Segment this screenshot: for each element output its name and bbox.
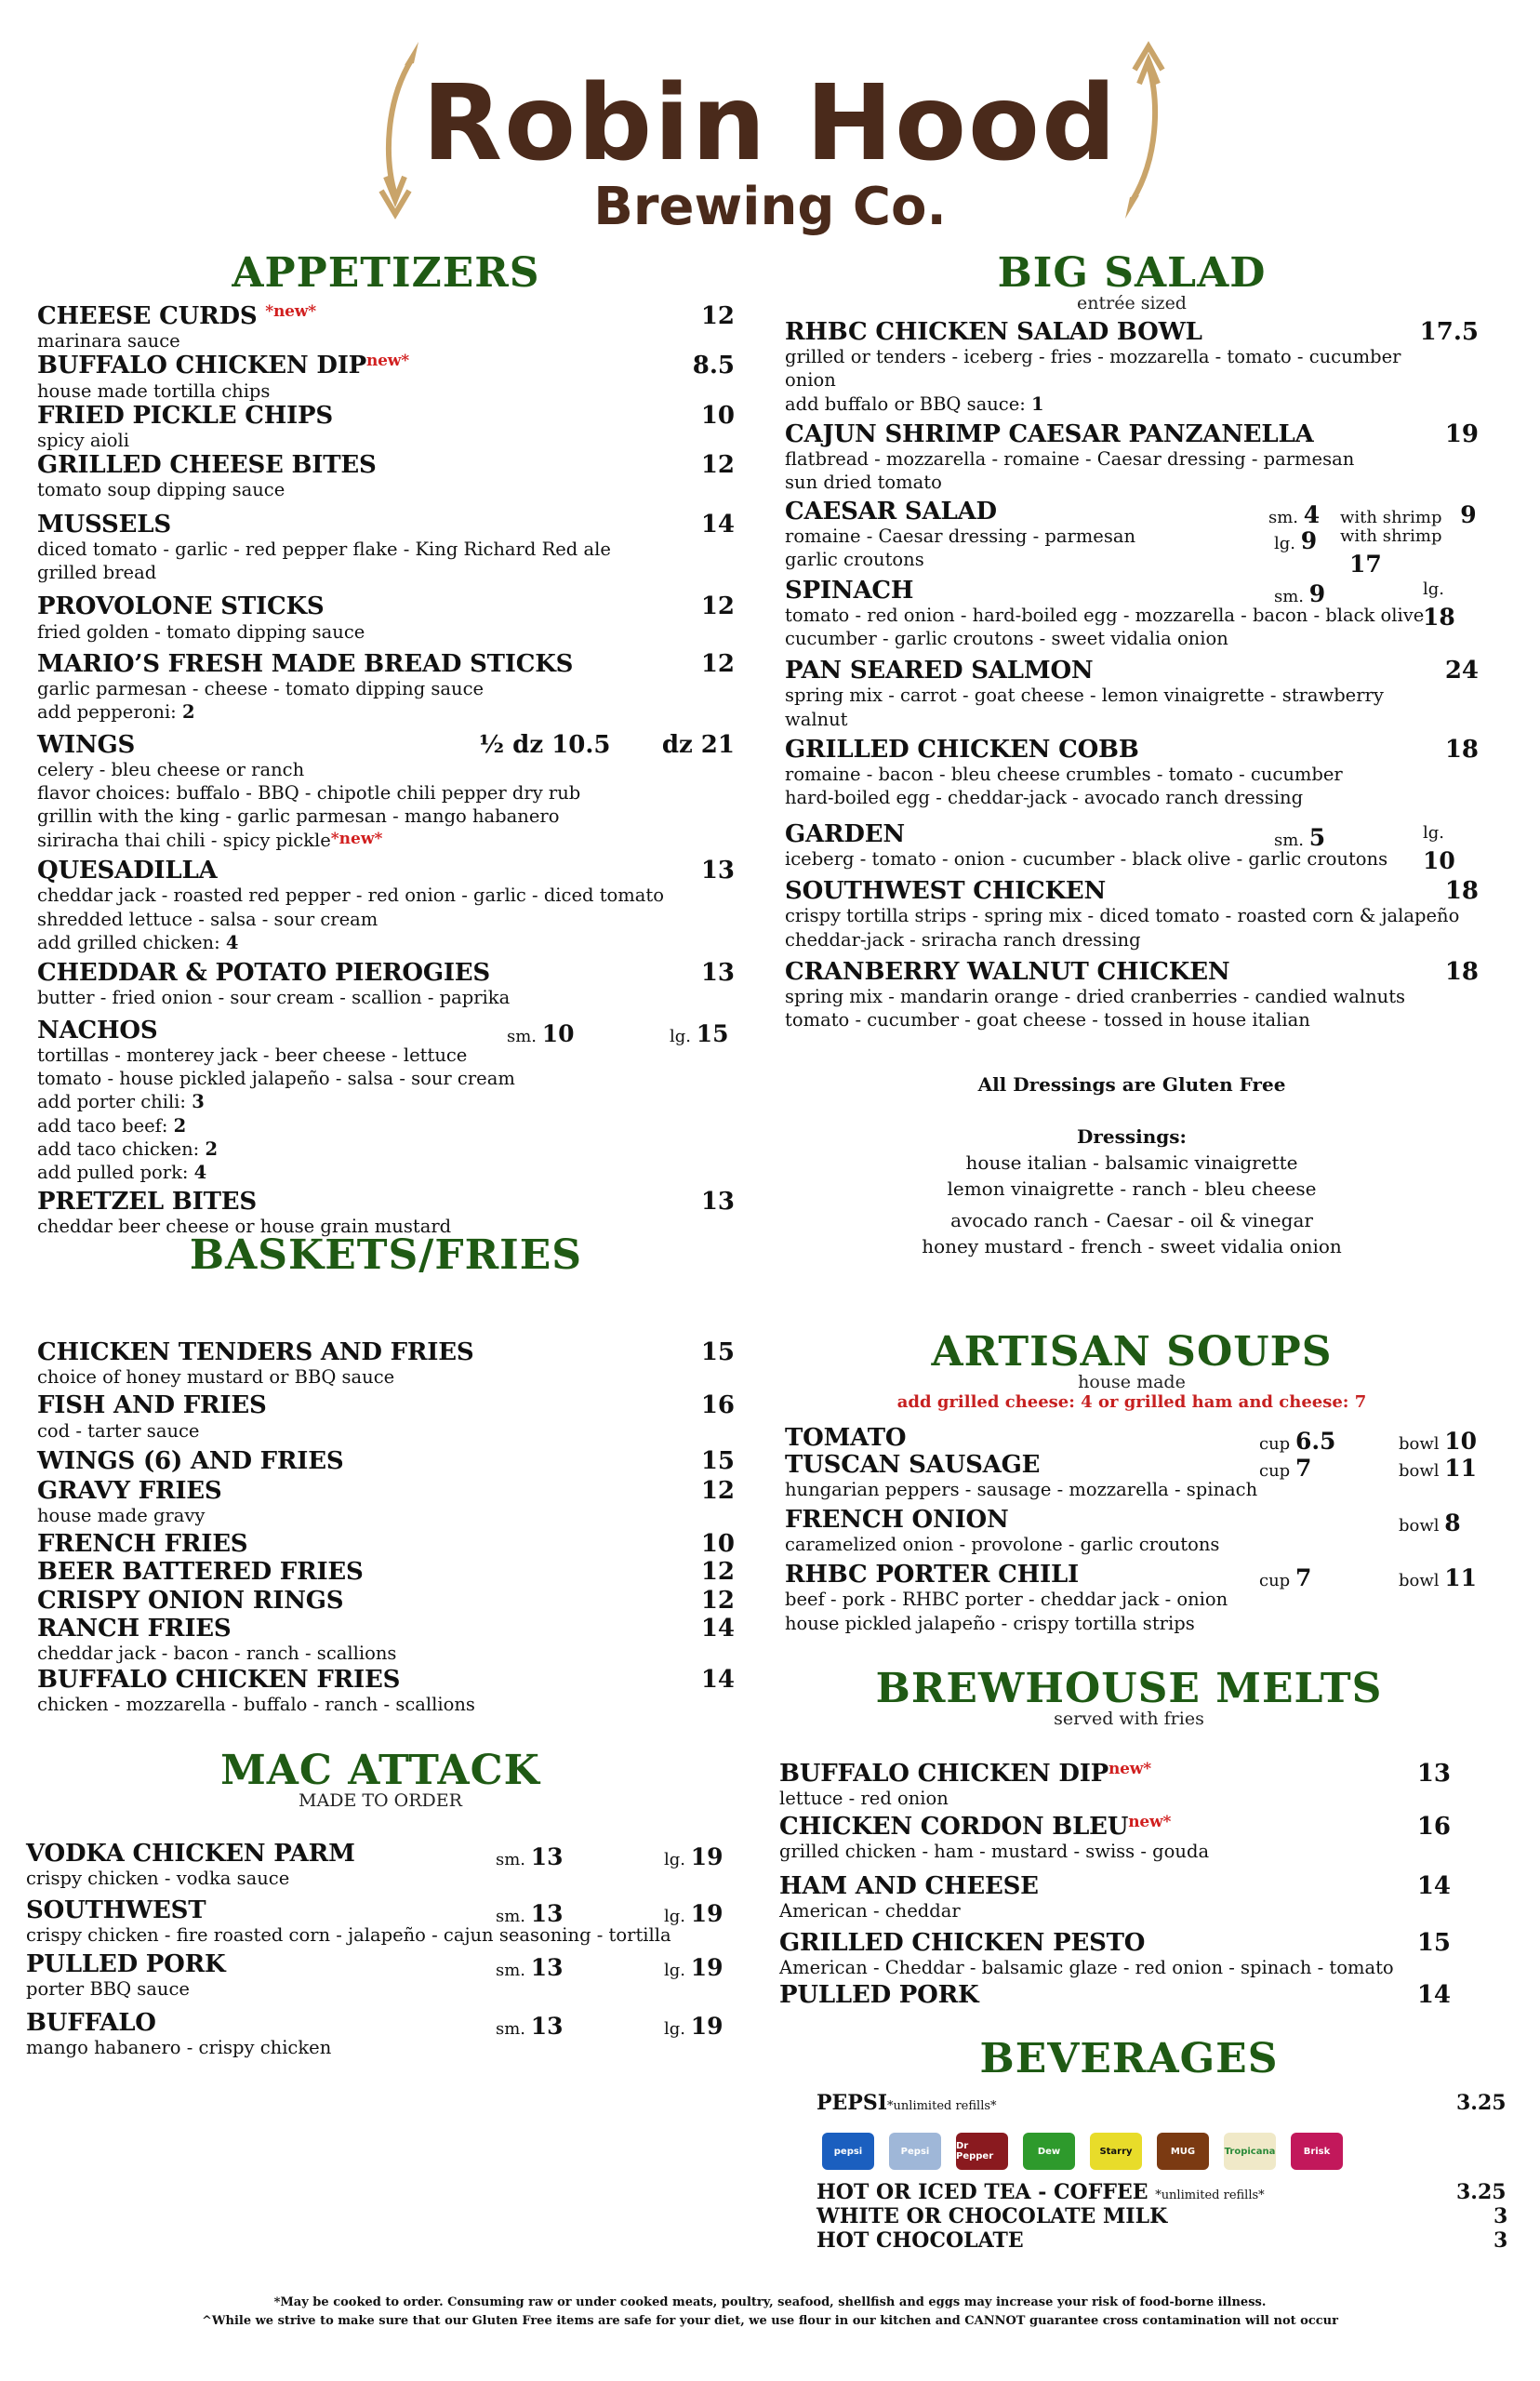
item-desc: tomato - cucumber - goat cheese - tossed in house italian — [785, 1009, 1310, 1031]
item-name: RHBC PORTER CHILI — [785, 1561, 1080, 1590]
salad-section — [785, 249, 1479, 1259]
size-price: 15 — [696, 1019, 729, 1047]
appetizers-title: APPETIZERS — [232, 249, 540, 297]
item-name: TUSCAN SAUSAGE — [785, 1450, 1041, 1479]
dressing-line: avocado ranch - Caesar - oil & vinegar — [950, 1208, 1313, 1231]
shrimp-label: with shrimp — [1340, 507, 1442, 527]
item-name: BUFFALO CHICKEN DIP — [37, 352, 367, 380]
bev-note: *unlimited refills* — [887, 2099, 997, 2113]
size-price: 18 — [1423, 603, 1455, 631]
item-desc: house made tortilla chips — [37, 379, 271, 402]
menu-item — [37, 512, 735, 585]
size-label: sm. — [496, 1849, 526, 1869]
menu-item — [779, 1930, 1479, 1979]
item-price: 8.5 — [692, 352, 735, 380]
item-price: 17.5 — [1419, 317, 1479, 346]
item-name: BEER BATTERED FRIES — [37, 1558, 364, 1587]
item-desc: chicken - mozzarella - buffalo - ranch - scallions — [37, 1694, 475, 1716]
item-desc: marinara sauce — [37, 330, 180, 352]
size-price: 19 — [690, 1953, 724, 1981]
item-name: CHICKEN TENDERS AND FRIES — [37, 1338, 474, 1366]
item-name: GARDEN — [785, 819, 905, 848]
new-badge: new* — [1128, 1813, 1172, 1832]
size-label: sm. — [507, 1026, 538, 1046]
new-badge: *new* — [265, 302, 316, 321]
menu-item — [785, 1424, 1479, 1456]
size-label: sm. — [496, 2019, 526, 2040]
item-desc: porter BBQ sauce — [26, 1977, 190, 2000]
menu-item — [785, 578, 1479, 651]
size-price: 13 — [530, 1842, 564, 1870]
menu-item — [779, 1873, 1479, 1922]
item-price: 15 — [700, 1338, 735, 1366]
item-name: NACHOS — [37, 1016, 158, 1044]
item-desc: American - cheddar — [779, 1899, 961, 1922]
item-price: 15 — [1416, 1929, 1451, 1958]
menu-item — [37, 1559, 735, 1585]
item-name: HAM AND CHEESE — [779, 1871, 1039, 1900]
menu-item — [37, 1531, 735, 1557]
soups-section — [785, 1328, 1479, 1635]
item-price: 14 — [700, 510, 735, 539]
bowl-label: bowl — [1399, 1571, 1440, 1591]
diet-pepsi-icon: Pepsi — [889, 2133, 941, 2170]
menu-item — [785, 421, 1479, 495]
addon-price: 3 — [192, 1091, 205, 1113]
menu-item — [37, 1667, 735, 1716]
beverages-title: BEVERAGES — [979, 2035, 1279, 2082]
item-desc: walnut — [785, 708, 848, 730]
size-label: lg. — [664, 1960, 686, 1980]
size-label: lg. — [664, 1907, 686, 1927]
size-price: 13 — [530, 2013, 564, 2041]
item-name: BUFFALO — [26, 2009, 156, 2038]
item-name: GRILLED CHICKEN COBB — [785, 736, 1139, 765]
item-price: 24 — [1444, 657, 1479, 685]
shrimp-price: 9 — [1460, 500, 1477, 528]
item-name: RHBC CHICKEN SALAD BOWL — [785, 317, 1202, 346]
bev-price: 3 — [1494, 2204, 1508, 2228]
item-name: FRIED PICKLE CHIPS — [37, 401, 333, 430]
item-name: MUSSELS — [37, 510, 171, 539]
item-desc: iceberg - tomato - onion - cucumber - black olive - garlic croutons — [785, 847, 1388, 870]
item-desc: spring mix - carrot - goat cheese - lemon vinaigrette - strawberry — [785, 685, 1384, 707]
bev-name: WHITE OR CHOCOLATE MILK — [816, 2204, 1168, 2228]
item-name: MARIO’S FRESH MADE BREAD STICKS — [37, 649, 574, 678]
brisk-icon: Brisk — [1291, 2133, 1343, 2170]
item-desc: cod - tarter sauce — [37, 1419, 200, 1442]
item-desc: grilled bread — [37, 562, 157, 584]
melts-title: BREWHOUSE MELTS — [875, 1665, 1383, 1712]
bev-name: HOT CHOCOLATE — [816, 2228, 1024, 2253]
menu-item — [779, 1814, 1479, 1863]
menu-item — [785, 737, 1479, 810]
baskets-title: BASKETS/FRIES — [189, 1231, 583, 1279]
item-name: WINGS — [37, 730, 136, 759]
item-price: 10 — [700, 1530, 735, 1559]
item-desc: cheddar jack - roasted red pepper - red onion - garlic - diced tomato — [37, 885, 664, 907]
item-desc: cheddar jack - bacon - ranch - scallions — [37, 1642, 397, 1664]
size-price: 19 — [690, 2013, 724, 2041]
item-name: CAJUN SHRIMP CAESAR PANZANELLA — [785, 420, 1314, 448]
cup-price: 7 — [1294, 1454, 1312, 1482]
brand-name: Robin Hood — [421, 63, 1119, 184]
size-price: 10 — [1423, 847, 1455, 875]
size-label: lg. — [664, 2019, 686, 2040]
bev-row — [816, 2180, 1265, 2204]
menu-item — [37, 303, 735, 352]
soups-addon-note: add grilled cheese: 4 or grilled ham and cheese: 7 — [896, 1391, 1367, 1412]
item-desc: spicy aioli — [37, 429, 129, 451]
new-badge: new* — [366, 352, 409, 371]
mug-root-beer-icon: MUG — [1157, 2133, 1209, 2170]
bowl-price: 10 — [1444, 1428, 1478, 1456]
item-desc: sun dried tomato — [785, 472, 942, 494]
item-price: 12 — [700, 451, 735, 480]
salad-subtitle: entrée sized — [1077, 293, 1187, 313]
item-desc: shredded lettuce - salsa - sour cream — [37, 908, 378, 930]
mac-subtitle: MADE TO ORDER — [299, 1790, 462, 1811]
item-desc: butter - fried onion - sour cream - scallion - paprika — [37, 987, 511, 1009]
item-desc: tomato - house pickled jalapeño - salsa - sour cream — [37, 1068, 515, 1090]
dressing-line: honey mustard - french - sweet vidalia onion — [922, 1234, 1342, 1257]
size-price: 13 — [530, 1900, 564, 1928]
item-desc: grilled chicken - ham - mustard - swiss - gouda — [779, 1841, 1210, 1863]
item-desc: tortillas - monterey jack - beer cheese - lettuce — [37, 1044, 468, 1066]
item-price: 12 — [700, 302, 735, 330]
item-desc: tomato - red onion - hard-boiled egg - mozzarella - bacon - black olive — [785, 604, 1425, 626]
item-price: 12 — [700, 1476, 735, 1505]
bev-name: HOT OR ICED TEA - COFFEE — [816, 2180, 1148, 2204]
soups-title: ARTISAN SOUPS — [931, 1328, 1333, 1376]
item-desc: cucumber - garlic croutons - sweet vidalia onion — [785, 627, 1228, 649]
item-desc: grilled or tenders - iceberg - fries - mozzarella - tomato - cucumber — [785, 345, 1401, 367]
menu-item — [785, 959, 1479, 1032]
menu-item — [37, 352, 735, 402]
bowl-label: bowl — [1399, 1460, 1440, 1481]
item-desc: celery - bleu cheese or ranch — [37, 758, 305, 780]
pepsi-icon: pepsi — [822, 2133, 874, 2170]
size-price: 9 — [1308, 579, 1326, 607]
item-desc: crispy chicken - vodka sauce — [26, 1867, 290, 1889]
item-desc: diced tomato - garlic - red pepper flake - King Richard Red ale — [37, 538, 611, 560]
tropicana-icon: Tropicana — [1224, 2133, 1276, 2170]
brand-subtitle: Brewing Co. — [593, 177, 947, 237]
item-name: GRILLED CHICKEN PESTO — [779, 1929, 1146, 1958]
menu-item — [37, 1339, 735, 1389]
item-name: SOUTHWEST CHICKEN — [785, 877, 1107, 906]
item-desc: romaine - bacon - bleu cheese crumbles - tomato - cucumber — [785, 764, 1343, 786]
menu-item — [785, 497, 1479, 578]
menu-item — [37, 1448, 735, 1474]
bev-note: *unlimited refills* — [1155, 2188, 1265, 2202]
item-desc: hungarian peppers - sausage - mozzarella - spinach — [785, 1478, 1258, 1500]
addon-price: 4 — [225, 931, 239, 953]
item-name: FRENCH ONION — [785, 1505, 1009, 1534]
menu-item — [26, 2010, 735, 2059]
menu-item — [37, 403, 735, 452]
item-name: CAESAR SALAD — [785, 497, 997, 525]
item-price: 18 — [1444, 958, 1479, 987]
item-price: 12 — [700, 1558, 735, 1587]
addon-price: 2 — [181, 701, 195, 724]
item-name: PROVOLONE STICKS — [37, 592, 325, 621]
size-label: lg. — [1274, 533, 1296, 553]
bev-row — [816, 2091, 997, 2115]
cup-price: 6.5 — [1294, 1428, 1336, 1456]
size-price: 19 — [690, 1842, 724, 1870]
item-name: CRANBERRY WALNUT CHICKEN — [785, 958, 1230, 987]
bowl-price: 8 — [1444, 1509, 1461, 1536]
menu-item — [37, 1018, 735, 1185]
item-price-dozen: dz 21 — [661, 730, 735, 759]
menu-item — [785, 319, 1479, 416]
item-price-half: ½ dz 10.5 — [479, 730, 611, 759]
menu-item — [785, 819, 1479, 875]
size-label: lg. — [1423, 579, 1445, 599]
bev-price: 3 — [1494, 2228, 1508, 2253]
item-price: 13 — [1416, 1759, 1451, 1788]
bowl-price: 11 — [1444, 1564, 1478, 1592]
soda-logos — [822, 2133, 1343, 2170]
addon-price: 2 — [205, 1138, 219, 1161]
baskets-section — [37, 1339, 735, 1716]
size-label: sm. — [496, 1960, 526, 1980]
bev-price: 3.25 — [1456, 2180, 1507, 2204]
menu-item — [26, 1841, 735, 1890]
melts-section — [779, 1665, 1479, 2009]
item-price: 16 — [1416, 1813, 1451, 1842]
item-desc: crispy tortilla strips - spring mix - diced tomato - roasted corn & jalapeño — [785, 905, 1460, 927]
menu-item — [779, 1761, 1479, 1810]
item-desc: crispy chicken - fire roasted corn - jalapeño - cajun seasoning - tortilla — [26, 1924, 671, 1947]
addon-price: 4 — [193, 1162, 207, 1184]
menu-item — [37, 1588, 735, 1614]
item-price: 15 — [700, 1446, 735, 1475]
item-name: WINGS (6) AND FRIES — [37, 1446, 344, 1475]
item-price: 18 — [1444, 736, 1479, 765]
mac-section — [26, 1747, 735, 2060]
item-name: BUFFALO CHICKEN FRIES — [37, 1666, 401, 1694]
menu-item — [779, 1982, 1479, 2008]
salad-title: BIG SALAD — [997, 249, 1267, 297]
item-price: 14 — [1416, 1980, 1451, 2009]
size-label: sm. — [1274, 830, 1305, 850]
item-price: 14 — [1416, 1871, 1451, 1900]
menu-item — [37, 732, 735, 852]
shrimp-label: with shrimp — [1340, 525, 1442, 546]
size-price: 10 — [541, 1019, 575, 1047]
menu-item — [37, 1478, 735, 1527]
item-name: CRISPY ONION RINGS — [37, 1586, 344, 1615]
item-name: CHEESE CURDS — [37, 302, 258, 330]
item-desc: romaine - Caesar dressing - parmesan — [785, 525, 1136, 547]
bowl-price: 11 — [1444, 1454, 1478, 1482]
size-label: sm. — [496, 1907, 526, 1927]
item-name: PULLED PORK — [779, 1980, 979, 2009]
item-price: 10 — [700, 401, 735, 430]
item-name: VODKA CHICKEN PARM — [26, 1839, 355, 1868]
item-desc: siriracha thai chili - spicy pickle — [37, 829, 331, 851]
menu-item — [37, 1392, 735, 1442]
item-name: FISH AND FRIES — [37, 1391, 267, 1420]
item-price: 13 — [700, 857, 735, 885]
item-desc: flavor choices: buffalo - BBQ - chipotle chili pepper dry rub — [37, 782, 581, 805]
cup-price: 7 — [1294, 1564, 1312, 1592]
dressing-line: house italian - balsamic vinaigrette — [965, 1151, 1298, 1174]
item-name: QUESADILLA — [37, 857, 218, 885]
item-desc: fried golden - tomato dipping sauce — [37, 620, 365, 643]
item-desc: American - Cheddar - balsamic glaze - red onion - spinach - tomato — [779, 1957, 1394, 1979]
soups-subtitle: house made — [1078, 1372, 1186, 1392]
bowl-label: bowl — [1399, 1515, 1440, 1536]
item-name: PULLED PORK — [26, 1949, 226, 1978]
item-desc: spring mix - mandarin orange - dried cranberries - candied walnuts — [785, 986, 1406, 1008]
size-price: 5 — [1308, 823, 1326, 851]
item-desc: cheddar beer cheese or house grain mustard — [37, 1215, 452, 1237]
addon-price: 2 — [173, 1114, 187, 1137]
menu-item — [785, 658, 1479, 731]
item-desc: house pickled jalapeño - crispy tortilla strips — [785, 1612, 1195, 1634]
item-name: RANCH FRIES — [37, 1614, 232, 1643]
item-price: 14 — [700, 1614, 735, 1643]
footnote-raw: *May be cooked to order. Consuming raw or under cooked meats, poultry, seafood, shellfish and eggs may increase your risk of food-borne illness. — [273, 2295, 1267, 2309]
item-name: PAN SEARED SALMON — [785, 657, 1094, 685]
item-name: CHICKEN CORDON BLEU — [779, 1813, 1129, 1842]
new-badge: new* — [1109, 1759, 1151, 1778]
item-price: 12 — [700, 592, 735, 621]
item-desc: garlic croutons — [785, 549, 924, 571]
item-price: 16 — [700, 1391, 735, 1420]
bev-price: 3.25 — [1456, 2091, 1507, 2115]
menu-item — [37, 1616, 735, 1665]
item-desc: grillin with the king - garlic parmesan - mango habanero — [37, 805, 560, 828]
menu-item — [785, 878, 1479, 951]
menu-item — [785, 1507, 1479, 1556]
item-price: 19 — [1444, 420, 1479, 448]
menu-item — [37, 960, 735, 1009]
cup-label: cup — [1259, 1460, 1291, 1481]
item-name: FRENCH FRIES — [37, 1530, 248, 1559]
item-desc: lettuce - red onion — [779, 1787, 949, 1809]
item-desc: garlic parmesan - cheese - tomato dipping sauce — [37, 677, 485, 699]
addon-label: add pulled pork: — [37, 1162, 189, 1184]
mac-title: MAC ATTACK — [220, 1747, 540, 1794]
gluten-free-note: All Dressings are Gluten Free — [977, 1072, 1286, 1096]
size-price: 9 — [1300, 526, 1318, 554]
addon-label: add taco chicken: — [37, 1138, 200, 1161]
item-desc: onion — [785, 369, 836, 392]
appetizers-section — [37, 249, 735, 1238]
bowl-label: bowl — [1399, 1434, 1440, 1455]
size-label: sm. — [1268, 507, 1299, 527]
size-label: lg. — [664, 1849, 686, 1869]
item-desc: cheddar-jack - sriracha ranch dressing — [785, 928, 1141, 951]
addon-label: add buffalo or BBQ sauce: — [785, 392, 1026, 415]
addon-label: add grilled chicken: — [37, 931, 220, 953]
size-label: lg. — [670, 1026, 692, 1046]
mountain-dew-icon: Dew — [1023, 2133, 1075, 2170]
item-desc: hard-boiled egg - cheddar-jack - avocado ranch dressing — [785, 787, 1304, 809]
item-name: SOUTHWEST — [26, 1896, 206, 1925]
size-price: 4 — [1303, 500, 1321, 528]
starry-icon: Starry — [1090, 2133, 1142, 2170]
item-desc: choice of honey mustard or BBQ sauce — [37, 1366, 395, 1389]
cup-label: cup — [1259, 1434, 1291, 1455]
footnote-gluten: ^While we strive to make sure that our Gluten Free items are safe for your diet, we use flour in our kitchen and CANNOT guarantee cross contamination will not occur — [202, 2314, 1338, 2328]
menu-item — [37, 858, 735, 954]
item-name: CHEDDAR & POTATO PIEROGIES — [37, 959, 490, 988]
item-name: PRETZEL BITES — [37, 1187, 257, 1216]
shrimp-price: 17 — [1349, 550, 1382, 578]
item-name: SPINACH — [785, 576, 914, 605]
new-badge: *new* — [330, 829, 383, 848]
menu-item — [37, 651, 735, 725]
item-name: BUFFALO CHICKEN DIP — [779, 1759, 1109, 1788]
item-desc: flatbread - mozzarella - romaine - Caesar dressing - parmesan — [785, 448, 1355, 471]
item-price: 13 — [700, 959, 735, 988]
addon-price: 1 — [1031, 392, 1044, 415]
addon-label: add porter chili: — [37, 1091, 186, 1113]
item-price: 12 — [700, 649, 735, 678]
size-label: sm. — [1274, 586, 1305, 606]
dressings-title: Dressings: — [1077, 1124, 1187, 1148]
menu-item — [37, 593, 735, 643]
menu-item — [785, 1452, 1479, 1501]
bev-name: PEPSI — [816, 2091, 888, 2115]
addon-label: add taco beef: — [37, 1114, 168, 1137]
menu-item — [26, 1897, 735, 1947]
item-desc: tomato soup dipping sauce — [37, 479, 285, 501]
size-price: 13 — [530, 1953, 564, 1981]
cup-label: cup — [1259, 1571, 1291, 1591]
addon-label: add pepperoni: — [37, 701, 177, 724]
item-desc: caramelized onion - provolone - garlic croutons — [785, 1534, 1220, 1556]
item-desc: beef - pork - RHBC porter - cheddar jack - onion — [785, 1589, 1228, 1611]
item-desc: house made gravy — [37, 1505, 206, 1526]
item-name: GRILLED CHEESE BITES — [37, 451, 377, 480]
menu-item — [37, 452, 735, 501]
size-label: lg. — [1423, 822, 1445, 843]
item-name: GRAVY FRIES — [37, 1476, 222, 1505]
dressing-line: lemon vinaigrette - ranch - bleu cheese — [947, 1177, 1317, 1200]
melts-subtitle: served with fries — [1054, 1709, 1204, 1729]
size-price: 19 — [690, 1900, 724, 1928]
item-price: 14 — [700, 1666, 735, 1694]
item-price: 12 — [700, 1586, 735, 1615]
item-name: TOMATO — [785, 1424, 907, 1453]
item-desc: mango habanero - crispy chicken — [26, 2037, 332, 2059]
menu-item — [26, 1951, 735, 2001]
item-price: 13 — [700, 1187, 735, 1216]
item-price: 18 — [1444, 877, 1479, 906]
menu-item — [785, 1562, 1479, 1635]
dr-pepper-icon: Dr Pepper — [956, 2133, 1008, 2170]
logo — [0, 37, 1540, 237]
